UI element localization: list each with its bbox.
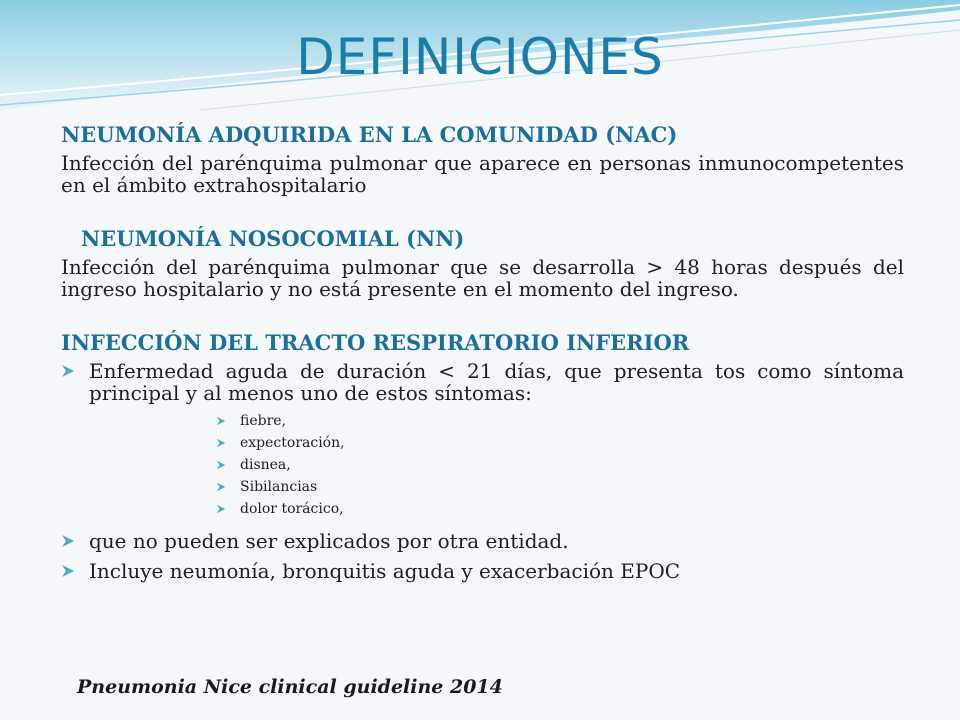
bullet-text: que no pueden ser explicados por otra entidad. (89, 529, 569, 553)
symptom-item (216, 410, 904, 432)
symptom-text: expectoración, (240, 435, 345, 451)
arrow-bullet-icon (61, 564, 75, 578)
bullet-text: Incluye neumonía, bronquitis aguda y exacerbación EPOC (89, 559, 681, 583)
arrow-bullet-icon (216, 438, 226, 448)
arrow-bullet-icon (216, 416, 226, 426)
symptom-text: fiebre, (240, 413, 287, 429)
arrow-bullet-icon (61, 364, 75, 378)
nac-definition: Infección del parénquima pulmonar que aparece en personas inmunocompetentes en el ámbito extrahospitalario (61, 151, 904, 197)
bullet-item (61, 530, 904, 552)
nac-heading: NEUMONÍA ADQUIRIDA EN LA COMUNIDAD (NAC) (61, 122, 678, 147)
nn-heading: NEUMONÍA NOSOCOMIAL (NN) (81, 226, 465, 251)
page-title: DEFINICIONES (296, 28, 664, 86)
symptom-item (216, 498, 904, 520)
arrow-bullet-icon (61, 534, 75, 548)
symptom-item (216, 432, 904, 454)
bullet-item (61, 560, 904, 582)
symptom-item (216, 476, 904, 498)
nn-definition: Infección del parénquima pulmonar que se desarrolla > 48 horas después del ingreso hospitalario y no está presente en el momento del ingreso. (61, 255, 904, 301)
arrow-bullet-icon (216, 482, 226, 492)
bullet-text: Enfermedad aguda de duración < 21 días, que presenta tos como síntoma principal y al menos uno de estos síntomas: (89, 359, 904, 405)
arrow-bullet-icon (216, 460, 226, 470)
citation: Pneumonia Nice clinical guideline 2014 (77, 676, 503, 698)
slide-content (61, 120, 904, 582)
bullet-item (61, 360, 904, 404)
symptom-text: dolor torácico, (240, 501, 344, 517)
arrow-bullet-icon (216, 504, 226, 514)
symptom-text: Sibilancias (240, 479, 318, 495)
symptom-item (216, 454, 904, 476)
symptom-text: disnea, (240, 457, 291, 473)
itri-heading: INFECCIÓN DEL TRACTO RESPIRATORIO INFERIOR (61, 330, 690, 355)
